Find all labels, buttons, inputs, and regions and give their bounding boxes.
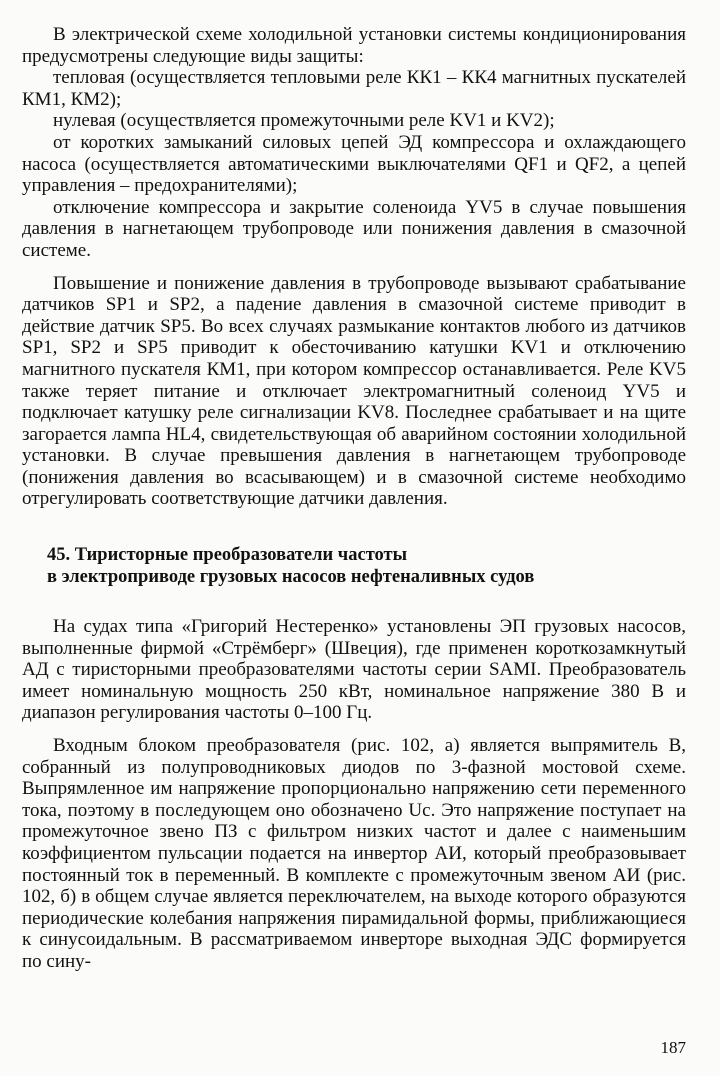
text-column [22,24,686,973]
paragraph-ship-pumps: На судах типа «Григорий Нестеренко» установлены ЭП грузовых насосов, выполненные фирмой «Стрёмберг» (Швеция), где применен короткозамкнутый АД с тиристорными преобразователями частоты серии SAMI. Преобразователь имеет номинальную мощность 250 кВт, номинальное напряжение 380 В и диапазон регулирования частоты 0–100 Гц. [22,616,686,724]
paragraph-zero-protection: нулевая (осуществляется промежуточными реле KV1 и KV2); [53,110,555,132]
paragraph-thermal-protection: тепловая (осуществляется тепловыми реле КК1 – КК4 магнитных пускателей КМ1, КМ2); [22,67,686,110]
section-heading-line-1: 45. Тиристорные преобразователи частоты [47,545,408,566]
paragraph-gap [22,724,686,735]
paragraph-converter-input: Входным блоком преобразователя (рис. 102, а) является выпрямитель В, собранный из полупроводниковых диодов по 3-фазной мостовой схеме. Выпрямленное им напряжение пропорционально напряжению сети переменного тока, поэтому в последующем оно обозначено Uc. Это напряжение поступает на промежуточное звено ПЗ с фильтром низких частот и далее с наименьшим коэффициентом пульсации подается на инвертор АИ, который преобразовывает постоянный ток в переменный. В комплекте с промежуточным звеном АИ (рис. 102, б) в общем случае является переключателем, на выходе которого образуются периодические колебания напряжения пирамидальной формы, приближающиеся к синусоидальным. В рассматриваемом инверторе выходная ЭДС формируется по сину- [22,735,686,972]
section-heading [22,544,686,588]
paragraph-gap [22,262,686,273]
section-heading-line-2: в электроприводе грузовых насосов нефтеналивных судов [47,567,535,588]
paragraph-short-circuit-protection: от коротких замыканий силовых цепей ЭД компрессора и охлаждающего насоса (осуществляется автоматическими выключателями QF1 и QF2, а цепей управления – предохранителями); [22,131,686,197]
paragraph-pressure-sensors: Повышение и понижение давления в трубопроводе вызывают срабатывание датчиков SP1 и SP2, а падение давления в смазочной системе приводит в действие датчик SP5. Во всех случаях размыкание контактов любого из датчиков SP1, SP2 и SP5 приводит к обесточиванию катушки KV1 и отключению магнитного пускателя КМ1, при котором компрессор останавливается. Реле KV5 также теряет питание и отключает электромагнитный соленоид YV5 и подключает катушку реле сигнализации KV8. Последнее срабатывает и на щите загорается лампа HL4, свидетельствующая об аварийном состоянии холодильной установки. В случае превышения давления в нагнетающем трубопроводе (понижения давления во всасывающем) и в смазочной системе необходимо отрегулировать соответствующие датчики давления. [22,272,686,510]
paragraph-compressor-shutdown: отключение компрессора и закрытие соленоида YV5 в случае повышения давления в нагнетающем трубопроводе или понижения давления в смазочной системе. [22,196,686,261]
page-number: 187 [660,1038,686,1057]
paragraph-protection-intro: В электрической схеме холодильной установки системы кондиционирования предусмотрены следующие виды защиты: [22,24,686,67]
